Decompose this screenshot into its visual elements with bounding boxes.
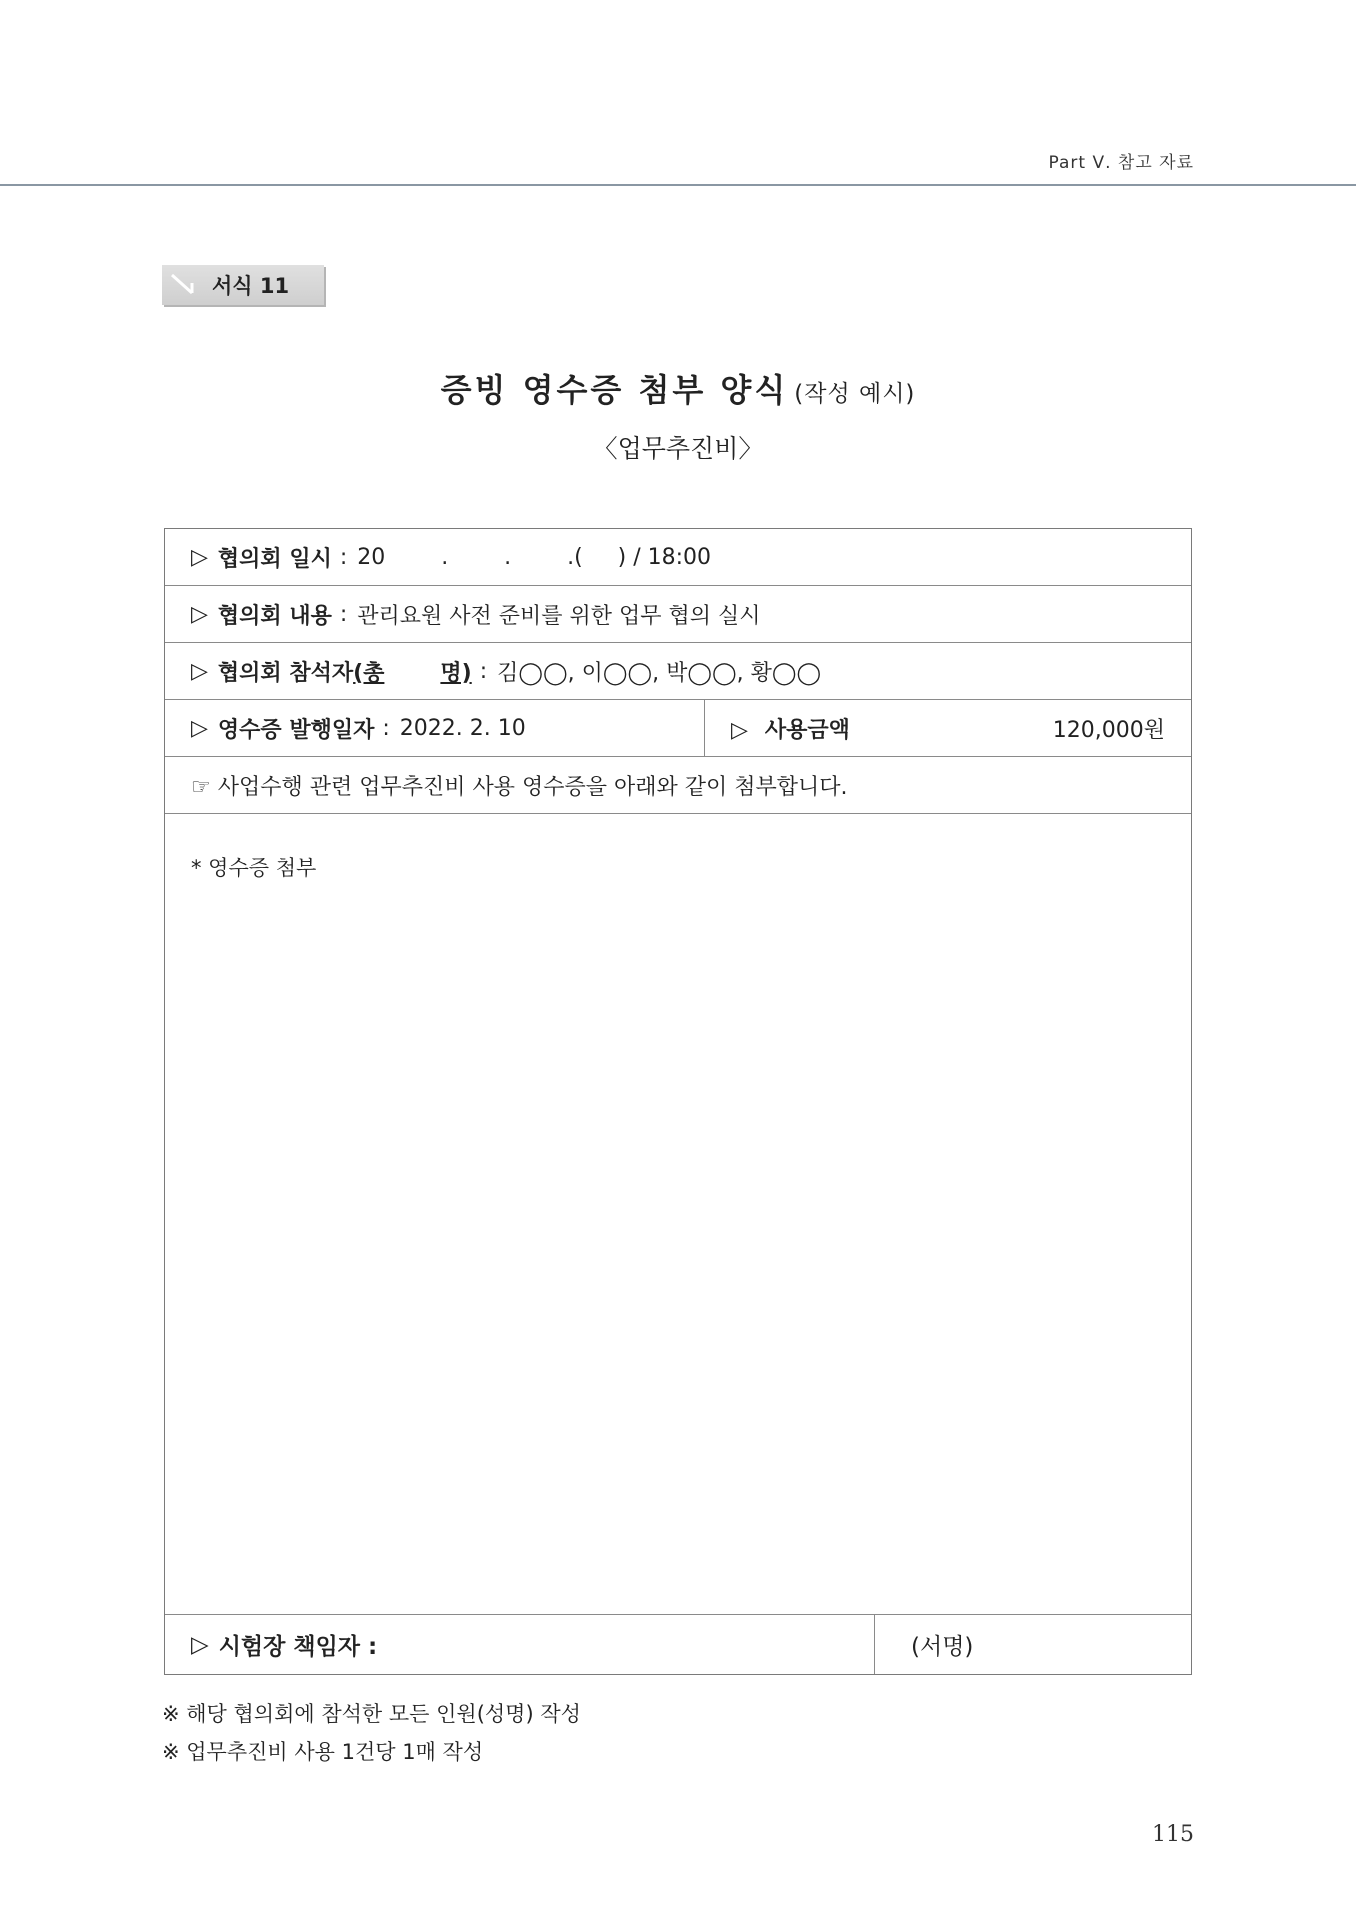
meeting-content-row [165,586,1191,643]
attendees-total-open: (총 [353,660,385,686]
meeting-date-row [165,529,1191,586]
footnote-item: ※ 해당 협의회에 참석한 모든 인원(성명) 작성 [162,1702,581,1726]
colon: : [382,715,390,741]
bullet-triangle-icon: ▷ [191,601,208,627]
title-text: 증빙 영수증 첨부 양식 [440,371,789,409]
corner-arrow-icon [166,265,198,305]
page-number: 115 [1152,1822,1194,1847]
meeting-date-value[interactable]: 20 . . .( ) / 18:00 [357,544,712,570]
form-number-tag [162,265,324,305]
signature-cell[interactable] [875,1615,1191,1674]
footnotes [162,1695,581,1771]
attendees-total-unit: 명) [440,660,472,686]
document-title [0,365,1356,411]
meeting-content-label: 협의회 내용 [217,603,332,629]
receipt-date-value[interactable]: 2022. 2. 10 [399,715,526,741]
notice-row: ☞ 사업수행 관련 업무추진비 사용 영수증을 아래와 같이 첨부합니다. [165,757,1191,814]
bullet-triangle-icon: ▷ [191,715,208,741]
receipt-date-cell [165,700,705,756]
bullet-triangle-icon: ▷ [191,1631,209,1658]
signer-row [165,1615,1191,1674]
amount-value[interactable]: 120,000원 [1052,717,1165,743]
amount-label: 사용금액 [764,717,850,743]
document-subtitle: 〈업무추진비〉 [592,434,764,463]
signer-label: 시험장 책임자 : [218,1634,378,1660]
bullet-triangle-icon: ▷ [191,544,208,570]
signature-label: (서명) [911,1634,974,1660]
colon: : [339,601,348,627]
footnote-item: ※ 업무추진비 사용 1건당 1매 작성 [162,1740,484,1764]
colon: : [479,658,488,684]
receipt-info-row [165,700,1191,757]
attendees-label-prefix: 협의회 참석자 [217,660,354,686]
receipt-attach-area[interactable] [165,814,1191,1615]
bullet-triangle-icon: ▷ [731,717,748,743]
meeting-date-label: 협의회 일시 [217,546,332,572]
attendees-row [165,643,1191,700]
receipt-date-label: 영수증 발행일자 [217,717,375,743]
amount-cell [705,700,1191,756]
form-number-label: 서식 11 [212,274,290,298]
receipt-form-table [164,528,1192,1675]
meeting-content-value[interactable]: 관리요원 사전 준비를 위한 업무 협의 실시 [357,603,761,629]
attendees-total [353,661,472,686]
title-note: (작성 예시) [794,381,916,407]
attendees-label [218,656,472,687]
colon: : [339,544,348,570]
section-title: Part Ⅴ. 참고 자료 [1048,153,1194,173]
signer-label-cell [165,1615,875,1674]
attach-label: * 영수증 첨부 [191,856,317,880]
title-block [0,365,1356,465]
header-rule [0,184,1356,186]
attendees-value[interactable]: 김◯◯, 이◯◯, 박◯◯, 황◯◯ [497,660,822,686]
bullet-triangle-icon: ▷ [191,658,208,684]
